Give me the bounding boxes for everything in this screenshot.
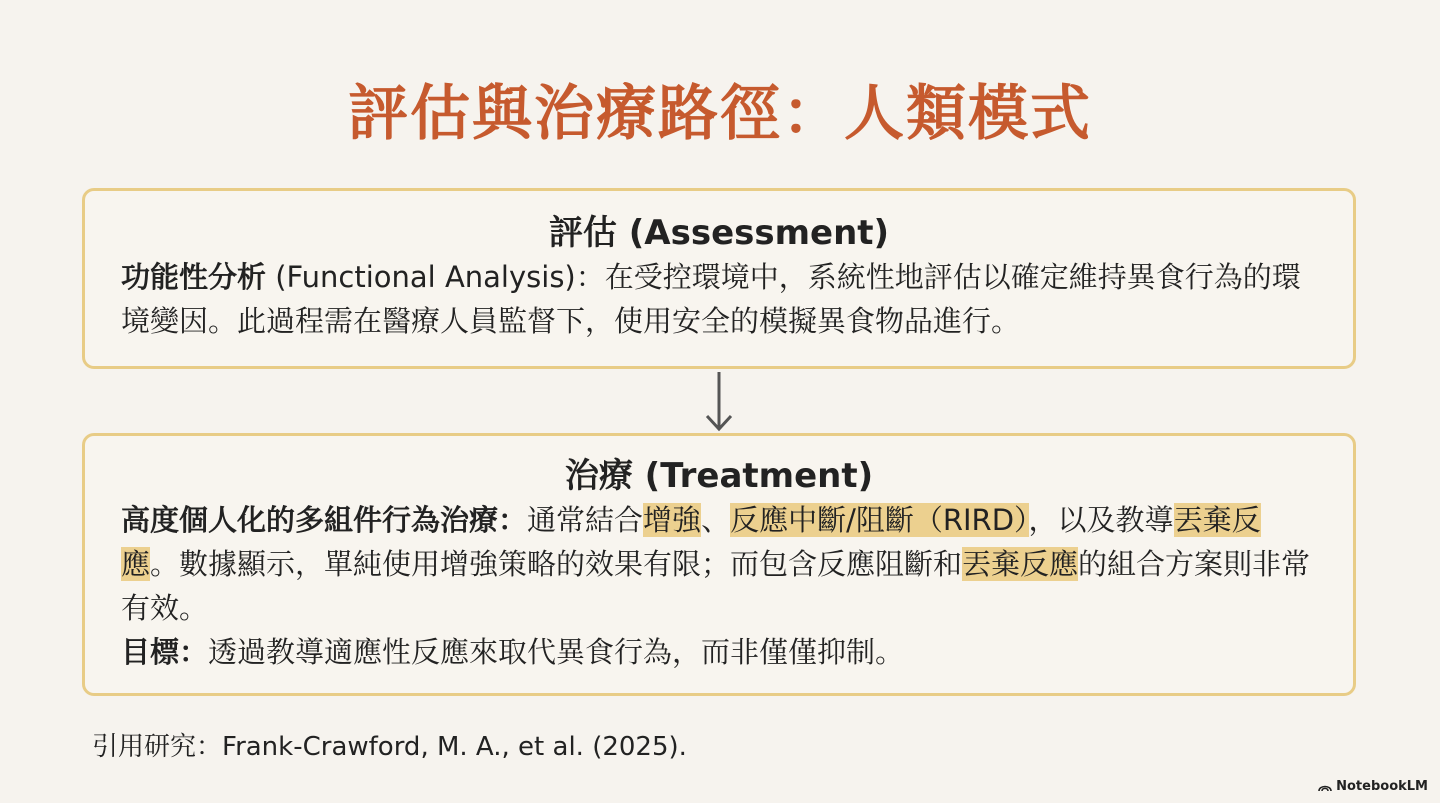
treatment-text-5: 的組合方案則非常有效。 — [121, 547, 1311, 625]
page-title: 評估與治療路徑：人類模式 — [348, 79, 1092, 149]
assessment-label-en: (Functional Analysis)： — [266, 260, 605, 294]
goal-text: 透過教導適應性反應來取代異食行為，而非僅僅抑制。 — [208, 635, 905, 669]
highlight-discard-2: 丟棄反應 — [962, 547, 1079, 581]
notebooklm-logo-icon — [1318, 782, 1332, 792]
treatment-colon: ： — [498, 503, 528, 537]
treatment-text-4: 。數據顯示，單純使用增強策略的效果有限；而包含反應阻斷和 — [150, 547, 963, 581]
highlight-discard-1: 丟棄反應 — [121, 503, 1261, 581]
assessment-body — [85, 255, 1353, 343]
assessment-text: 在受控環境中，系統性地評估以確定維持異食行為的環境變因。此過程需在醫療人員監督下，使用安全的模擬異食物品進行。 — [121, 260, 1301, 338]
highlight-reinforcement: 增強 — [643, 503, 702, 537]
treatment-text-1: 通常結合 — [527, 503, 644, 537]
assessment-heading: 評估 (Assessment) — [548, 213, 890, 253]
citation: 引用研究：Frank-Crawford, M. A., et al. (2025). — [92, 732, 687, 762]
treatment-body — [85, 498, 1353, 630]
down-arrow-icon — [704, 370, 734, 434]
brand — [1318, 779, 1428, 794]
goal-colon: ： — [179, 635, 209, 669]
treatment-label: 高度個人化的多組件行為治療 — [121, 503, 499, 537]
highlight-rird: 反應中斷/阻斷（RIRD） — [730, 503, 1029, 537]
assessment-label: 功能性分析 — [121, 260, 267, 294]
goal-label: 目標 — [121, 635, 180, 669]
treatment-text-3: ，以及教導 — [1028, 503, 1174, 537]
treatment-heading: 治療 (Treatment) — [564, 456, 874, 496]
treatment-text-2: 、 — [701, 503, 731, 537]
brand-label: NotebookLM — [1336, 779, 1428, 794]
goal-line — [85, 630, 1353, 674]
treatment-card — [82, 433, 1356, 696]
assessment-card — [82, 188, 1356, 369]
